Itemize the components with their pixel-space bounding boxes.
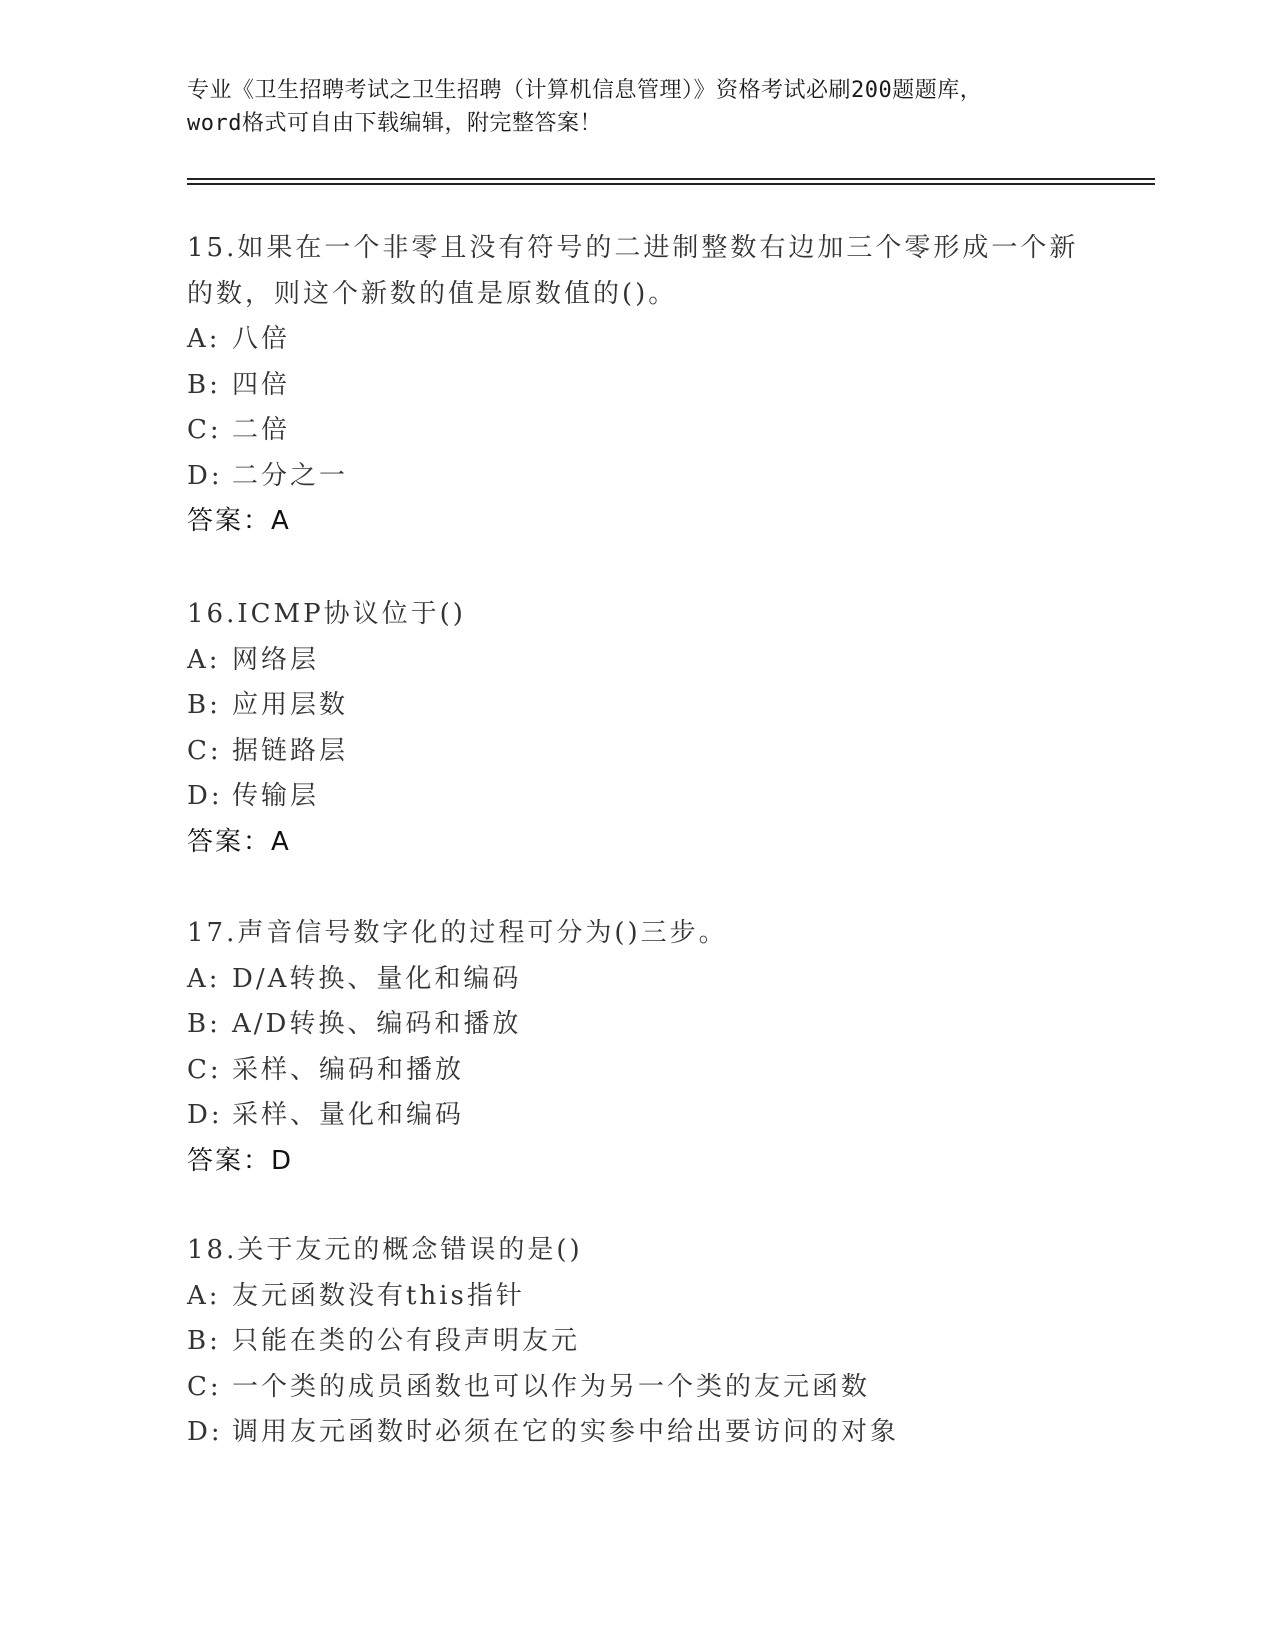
option-a — [187, 1274, 1107, 1320]
header-line-1: 专业《卫生招聘考试之卫生招聘（计算机信息管理）》资格考试必刷200题题库， — [187, 78, 983, 103]
option-d — [187, 774, 1107, 820]
option-key: A: — [187, 1280, 221, 1311]
option-text: 只能在类的公有段声明友元 — [232, 1326, 581, 1356]
option-key: C: — [187, 415, 222, 445]
option-key: A: — [187, 324, 221, 354]
question-17 — [187, 911, 1107, 1184]
option-key: D: — [187, 781, 223, 811]
option-c — [187, 408, 1107, 454]
option-key: A: — [187, 963, 221, 994]
option-text: 一个类的成员函数也可以作为另一个类的友元函数 — [232, 1371, 871, 1402]
answer: 答案：D — [187, 1145, 294, 1176]
question-18 — [187, 1228, 1107, 1456]
option-d — [187, 454, 1107, 500]
option-key: A: — [187, 644, 221, 675]
option-a — [187, 638, 1107, 684]
header-line-2: word格式可自由下载编辑，附完整答案！ — [187, 111, 602, 136]
option-key: D: — [187, 460, 223, 491]
option-text: D/A转换、量化和编码 — [232, 963, 522, 994]
option-text: 调用友元函数时必须在它的实参中给出要访问的对象 — [232, 1417, 900, 1447]
option-text: 采样、编码和播放 — [232, 1054, 465, 1085]
option-key: B: — [187, 1009, 221, 1039]
option-text: 应用层数 — [232, 690, 349, 720]
option-text: 二分之一 — [232, 460, 349, 491]
option-key: D: — [187, 1100, 223, 1130]
option-d — [187, 1093, 1107, 1139]
question-16 — [187, 592, 1107, 865]
option-d — [187, 1410, 1107, 1456]
option-c — [187, 729, 1107, 775]
option-text: A/D转换、编码和播放 — [232, 1009, 522, 1039]
option-text: 据链路层 — [232, 735, 349, 766]
option-text: 四倍 — [232, 369, 291, 400]
question-15 — [187, 226, 1107, 545]
option-b — [187, 683, 1107, 729]
option-text: 网络层 — [232, 644, 320, 675]
option-text: 传输层 — [232, 781, 320, 811]
option-key: C: — [187, 1054, 222, 1085]
answer: 答案：A — [187, 506, 291, 536]
option-text: 八倍 — [232, 324, 291, 354]
option-c — [187, 1048, 1107, 1094]
option-b — [187, 1319, 1107, 1365]
option-b — [187, 363, 1107, 409]
option-key: D: — [187, 1417, 223, 1447]
header-divider-top — [187, 178, 1155, 180]
question-stem: 18.关于友元的概念错误的是() — [187, 1235, 583, 1265]
option-key: C: — [187, 1371, 222, 1402]
option-key: C: — [187, 735, 222, 766]
document-header — [187, 74, 1087, 140]
option-key: B: — [187, 369, 221, 400]
question-stem: 15.如果在一个非零且没有符号的二进制整数右边加三个零形成一个新 — [187, 233, 1079, 263]
option-text: 二倍 — [232, 415, 291, 445]
option-key: B: — [187, 1326, 221, 1356]
answer: 答案：A — [187, 826, 291, 857]
option-c — [187, 1365, 1107, 1411]
option-a — [187, 957, 1107, 1003]
option-a — [187, 317, 1107, 363]
question-stem: 的数，则这个新数的值是原数值的()。 — [187, 278, 678, 309]
option-text: 采样、量化和编码 — [232, 1100, 465, 1130]
question-stem: 17.声音信号数字化的过程可分为()三步。 — [187, 918, 728, 948]
question-stem: 16.ICMP协议位于() — [187, 599, 466, 629]
option-key: B: — [187, 690, 221, 720]
header-divider-bottom — [187, 183, 1155, 185]
option-text: 友元函数没有this指针 — [232, 1280, 525, 1311]
option-b — [187, 1002, 1107, 1048]
